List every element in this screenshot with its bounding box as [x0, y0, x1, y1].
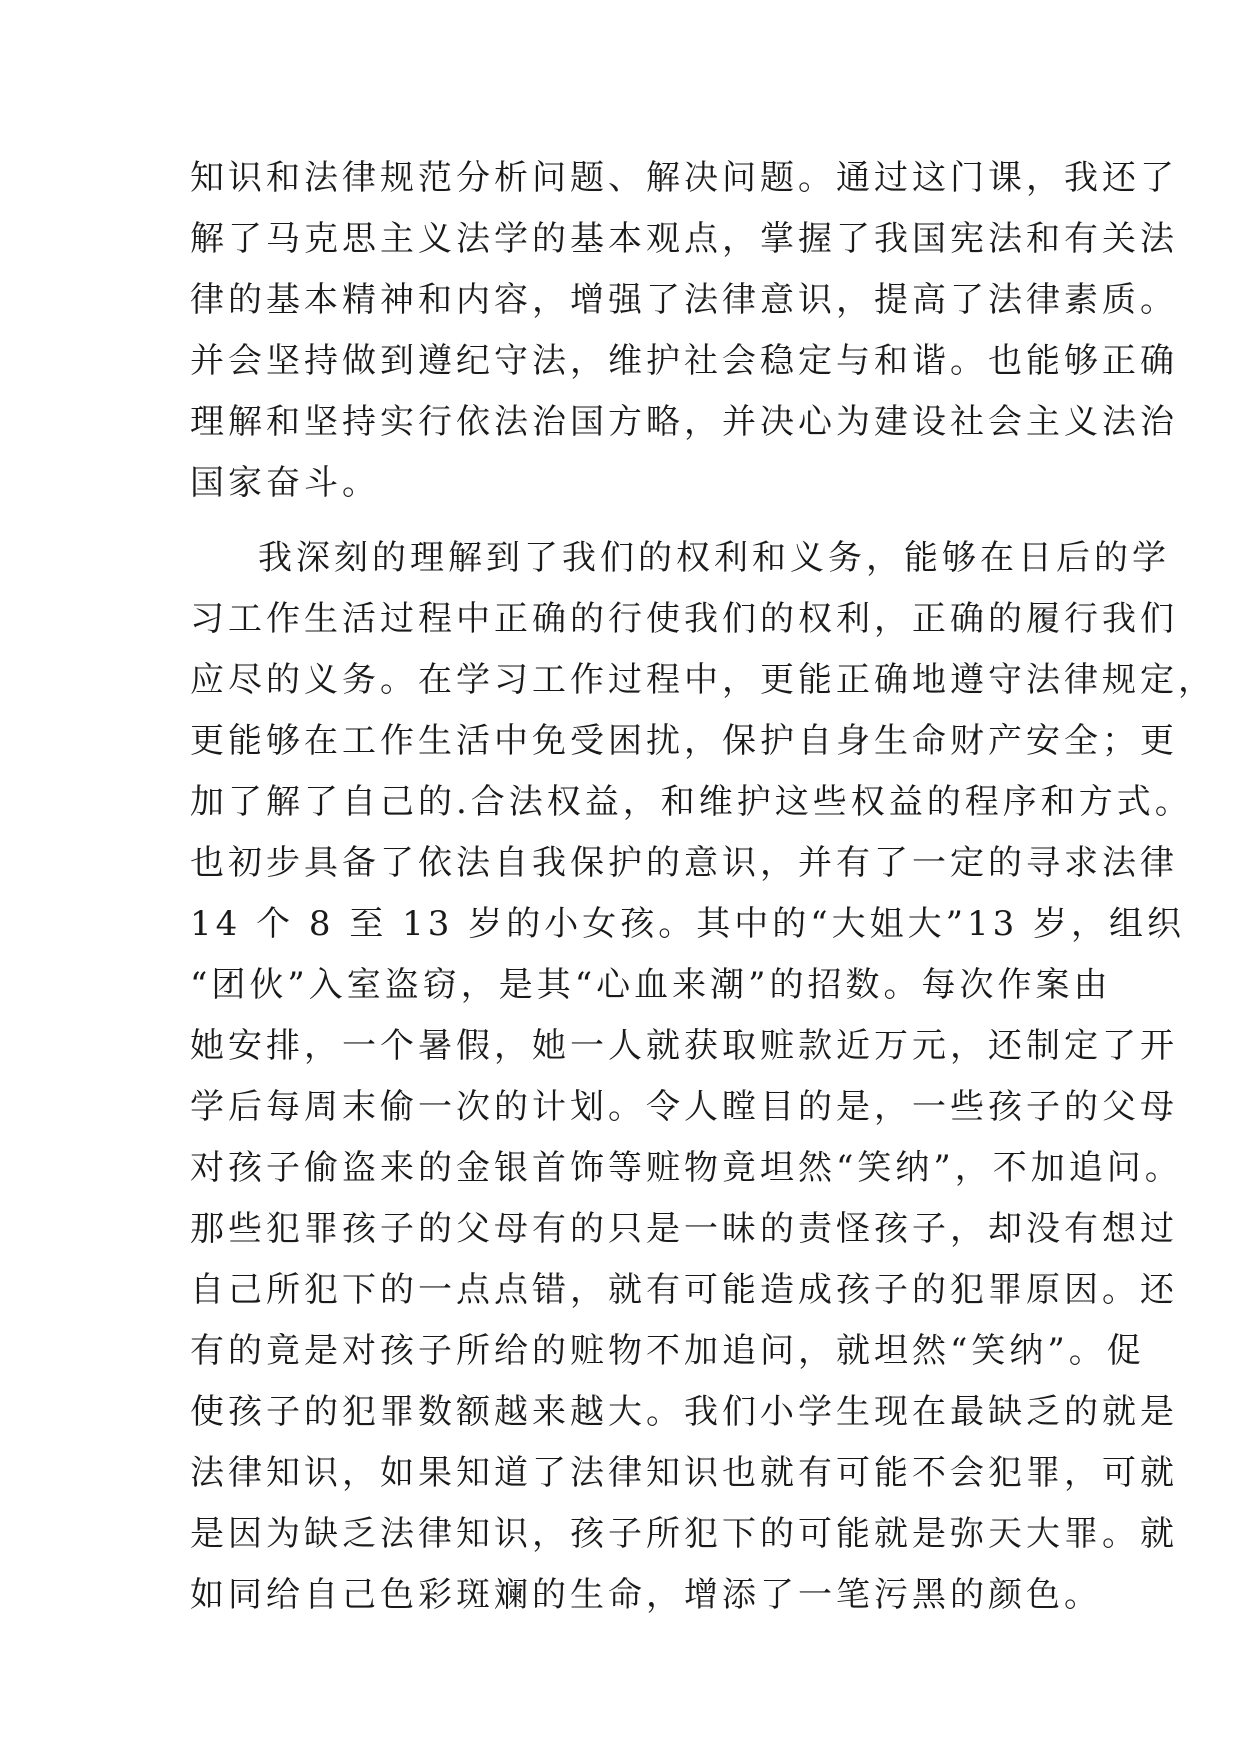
text-line: 14 个 8 至 13 岁的小女孩。其中的“大姐大”13 岁，组织 — [190, 904, 1186, 944]
text-line: 并会坚持做到遵纪守法，维护社会稳定与和谐。也能够正确 — [190, 341, 1178, 381]
paragraph-2 — [190, 538, 1216, 1636]
text-line: 法律知识，如果知道了法律知识也就有可能不会犯罪，可就 — [190, 1453, 1178, 1493]
text-line: 更能够在工作生活中免受困扰，保护自身生命财产安全；更 — [190, 721, 1178, 761]
text-line: 解了马克思主义法学的基本观点，掌握了我国宪法和有关法 — [190, 219, 1178, 259]
text-line: 是因为缺乏法律知识，孩子所犯下的可能就是弥天大罪。就 — [190, 1514, 1178, 1554]
text-line: 习工作生活过程中正确的行使我们的权利，正确的履行我们 — [190, 599, 1178, 639]
text-line: 加了解了自己的.合法权益，和维护这些权益的程序和方式。 — [190, 782, 1193, 822]
text-line: 知识和法律规范分析问题、解决问题。通过这门课，我还了 — [190, 158, 1178, 198]
text-line: 那些犯罪孩子的父母有的只是一昧的责怪孩子，却没有想过 — [190, 1209, 1178, 1249]
text-line: 使孩子的犯罪数额越来越大。我们小学生现在最缺乏的就是 — [190, 1392, 1178, 1432]
text-line: 如同给自己色彩斑斓的生命，增添了一笔污黑的颜色。 — [190, 1575, 1102, 1615]
text-line: 她安排，一个暑假，她一人就获取赃款近万元，还制定了开 — [190, 1026, 1178, 1066]
text-line: 自己所犯下的一点点错，就有可能造成孩子的犯罪原因。还 — [190, 1270, 1178, 1310]
document-body — [190, 158, 1216, 1636]
text-line: 有的竟是对孩子所给的赃物不加追问，就坦然“笑纳”。促 — [190, 1331, 1145, 1371]
text-line: 应尽的义务。在学习工作过程中，更能正确地遵守法律规定， — [190, 660, 1216, 700]
paragraph-1 — [190, 158, 1178, 524]
text-line: 国家奋斗。 — [190, 463, 380, 503]
text-line: 也初步具备了依法自我保护的意识，并有了一定的寻求法律 — [190, 843, 1178, 883]
text-line: 我深刻的理解到了我们的权利和义务，能够在日后的学 — [258, 538, 1170, 578]
text-line: “团伙”入室盗窃，是其“心血来潮”的招数。每次作案由 — [190, 965, 1112, 1005]
text-line: 律的基本精神和内容，增强了法律意识，提高了法律素质。 — [190, 280, 1178, 320]
text-line: 理解和坚持实行依法治国方略，并决心为建设社会主义法治 — [190, 402, 1178, 442]
text-line: 学后每周末偷一次的计划。令人瞠目的是，一些孩子的父母 — [190, 1087, 1178, 1127]
text-line: 对孩子偷盗来的金银首饰等赃物竟坦然“笑纳”，不加追问。 — [190, 1148, 1183, 1188]
